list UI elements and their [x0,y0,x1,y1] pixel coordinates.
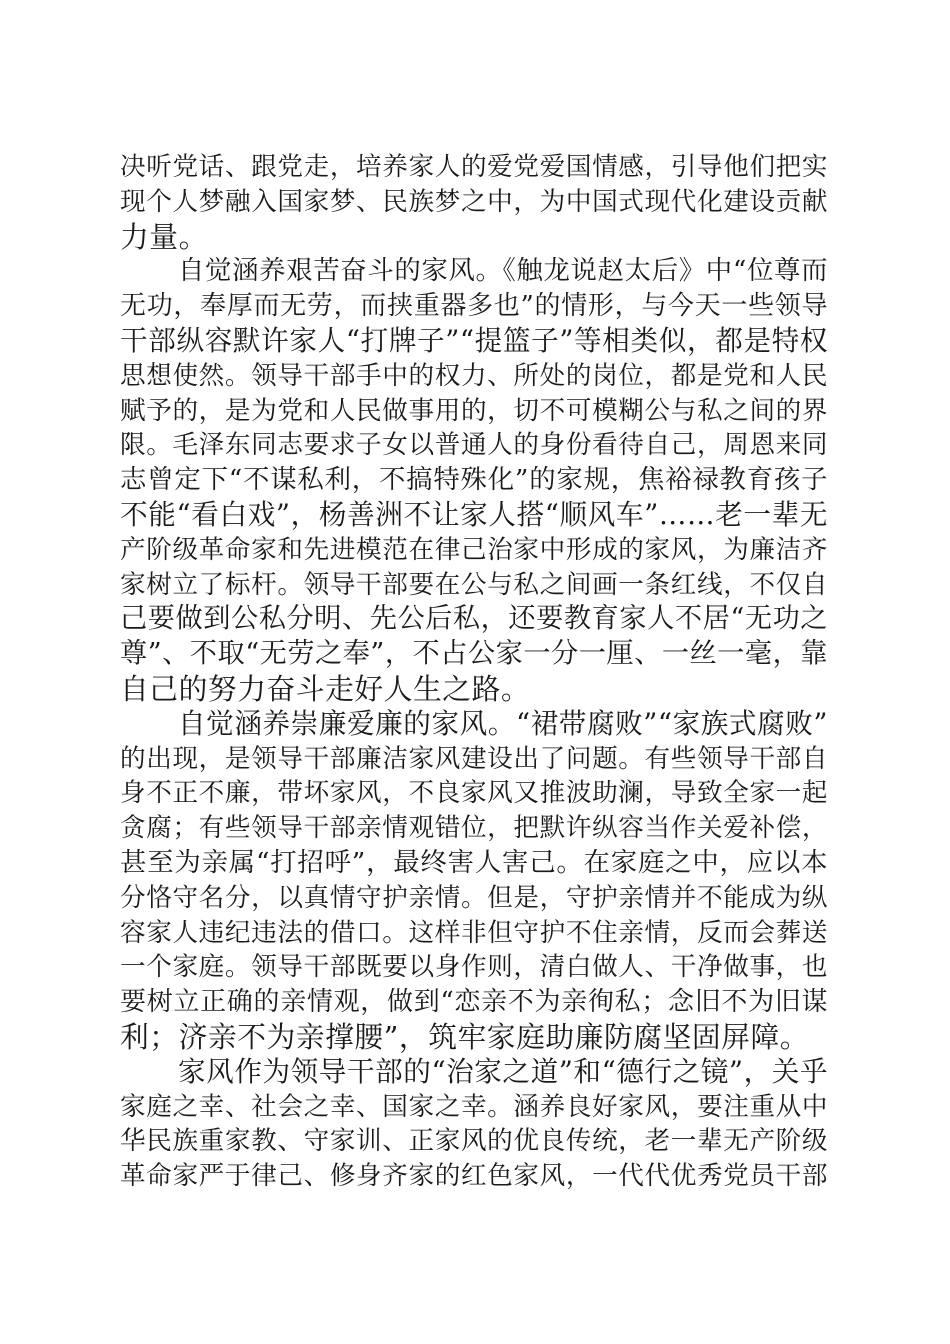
text-line: 贪腐；有些领导干部亲情观错位，把默许纵容当作关爱补偿， [120,813,828,844]
text-line: 尊”、不取“无劳之奉”，不占公家一分一厘、一丝一毫，靠 [120,638,828,670]
text-line: 力量。 [120,219,208,254]
text-line: 华民族重家教、守家训、正家风的优良传统，老一辈无产阶级 [120,1126,828,1157]
text-line: 一个家庭。领导干部既要以身作则，清白做人、干净做事，也 [120,952,828,983]
text-line: 家庭之幸、社会之幸、国家之幸。涵养良好家风，要注重从中 [120,1091,828,1122]
text-line: 志曾定下“不谋私利，不搞特殊化”的家规，焦裕禄教育孩子 [120,464,828,496]
text-line: 无功，奉厚而无劳，而挟重器多也”的情形，与今天一些领导 [120,291,828,322]
text-line: 不能“看白戏”，杨善洲不让家人搭“顺风车”……老一辈无 [120,497,828,531]
text-line: 身不正不廉，带坏家风，不良家风又推波助澜，导致全家一起 [120,778,828,809]
text-line: 自觉涵养艰苦奋斗的家风。《触龙说赵太后》中“位尊而 [178,255,828,287]
text-line: 容家人违纪违法的借口。这样非但守护不住亲情，反而会葬送 [120,917,828,948]
text-line: 革命家严于律己、修身齐家的红色家风，一代代优秀党员干部 [120,1161,828,1192]
text-line: 现个人梦融入国家梦、民族梦之中，为中国式现代化建设贡献 [120,186,828,217]
text-line: 甚至为亲属“打招呼”，最终害人害己。在家庭之中，应以本 [120,846,828,878]
text-line: 家树立了标杆。领导干部要在公与私之间画一条红线，不仅自 [120,569,828,600]
text-line: 己要做到公私分明、先公后私，还要教育家人不居“无功之 [120,603,828,635]
text-line: 自觉涵养崇廉爱廉的家风。“裙带腐败”“家族式腐败” [178,706,828,740]
text-line: 限。毛泽东同志要求子女以普通人的身份看待自己，周恩来同 [120,430,828,461]
text-line: 的出现，是领导干部廉洁家风建设出了问题。有些领导干部自 [120,743,828,774]
text-line: 干部纵容默许家人“打牌子”“提篮子”等相类似，都是特权 [120,323,828,357]
text-line: 家风作为领导干部的“治家之道”和“德行之镜”，关乎 [178,1054,828,1088]
text-line: 思想使然。领导干部手中的权力、所处的岗位，都是党和人民 [120,360,828,391]
text-line: 产阶级革命家和先进模范在律己治家中形成的家风，为廉洁齐 [120,534,828,565]
text-line: 分恪守名分，以真情守护亲情。但是，守护亲情并不能成为纵 [120,882,828,913]
text-line: 赋予的，是为党和人民做事用的，切不可模糊公与私之间的界 [120,395,828,426]
text-line: 决听党话、跟党走，培养家人的爱党爱国情感，引导他们把实 [120,152,828,182]
body-text [120,150,828,1194]
text-line: 自己的努力奋斗走好人生之路。 [120,671,531,706]
text-line: 利；济亲不为亲撑腰”，筑牢家庭助廉防腐坚固屏障。 [120,1019,810,1054]
text-line: 要树立正确的亲情观，做到“恋亲不为亲徇私；念旧不为旧谋 [120,987,828,1018]
